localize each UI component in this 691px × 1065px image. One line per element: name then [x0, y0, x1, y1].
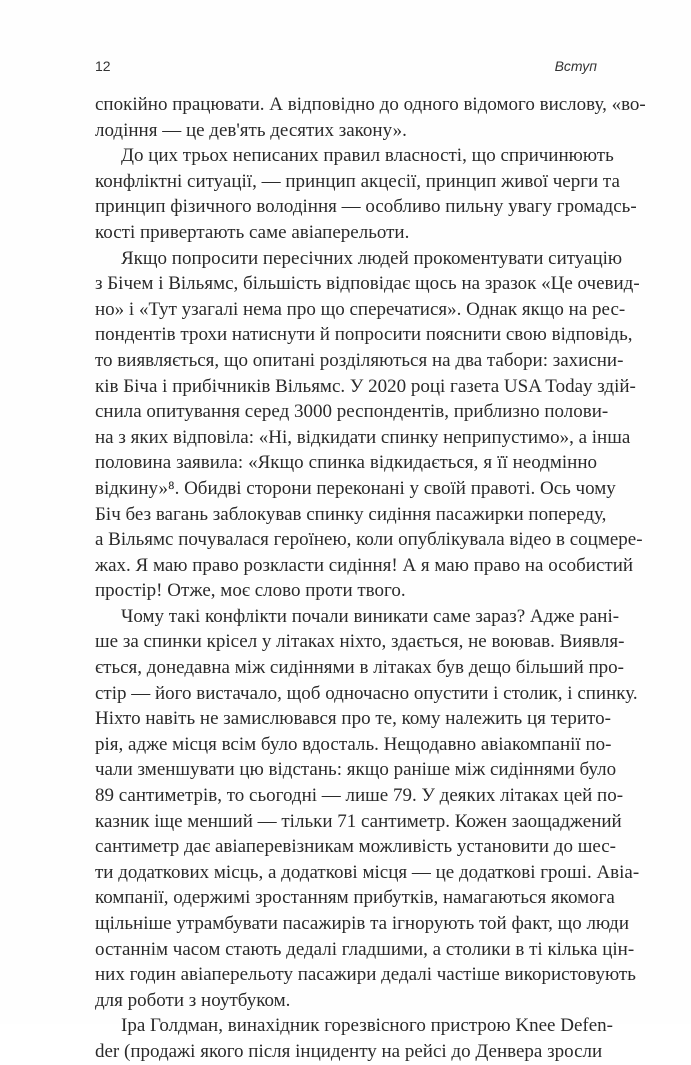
text-line: ків Біча і прибічників Вільямс. У 2020 році газета USA Today здій- — [95, 375, 636, 397]
text-line: Якщо попросити пересічних людей прокоментувати ситуацію — [121, 247, 623, 269]
text-line: До цих трьох неписаних правил власності, що спричинюють — [121, 145, 614, 167]
text-line: половина заявила: «Якщо спинка відкидається, я її неодмінно — [95, 452, 597, 474]
text-line: ється, донедавна між сидіннями в літаках був дещо більший про- — [95, 657, 625, 679]
text-line: кості привертають саме авіаперельоти. — [95, 221, 410, 243]
text-line: стір — його вистачало, щоб одночасно опустити і столик, і спинку. — [95, 682, 638, 704]
text-line: сантиметр дає авіаперевізникам можливість установити до шес- — [95, 836, 616, 858]
text-line: ти додаткових місць, а додаткові місця — це додаткові гроші. Авіа- — [95, 861, 640, 883]
text-line: Іра Голдман, винахідник горезвісного пристрою Knee Defen- — [121, 1015, 613, 1037]
text-line: на з яких відповіла: «Ні, відкидати спинку неприпустимо», а інша — [95, 426, 631, 448]
text-line: простір! Отже, моє слово проти твого. — [95, 580, 406, 602]
text-line: рія, адже місця всім було вдосталь. Нещодавно авіакомпанії по- — [95, 733, 612, 755]
text-line: der (продажі якого після інциденту на рейсі до Денвера зросли — [95, 1040, 603, 1062]
text-line: принцип фізичного володіння — особливо пильну увагу громадсь- — [95, 196, 637, 218]
text-line: чали зменшувати цю відстань: якщо раніше між сидіннями було — [95, 759, 617, 781]
text-line: казник іще менший — тільки 71 сантиметр. Кожен заощаджений — [95, 810, 622, 832]
text-line: спокійно працювати. А відповідно до одного відомого вислову, «во- — [95, 94, 646, 115]
text-line: щільніше утрамбувати пасажирів та ігнорують той факт, що люди — [95, 913, 629, 934]
text-line: для роботи з ноутбуком. — [95, 989, 291, 1011]
text-line: пондентів трохи натиснути й попросити пояснити свою відповідь, — [95, 324, 633, 346]
text-line: а Вільямс почувалася героїнею, коли опублікувала відео в соцмере- — [95, 529, 643, 551]
running-title: Вступ — [554, 58, 597, 74]
text-line: лодіння — це дев'ять десятих закону». — [95, 119, 407, 141]
text-line: но» і «Тут узагалі нема про що сперечатися». Однак якщо на рес- — [95, 298, 626, 320]
text-line: ше за спинки крісел у літаках ніхто, здається, не воював. Виявля- — [95, 631, 625, 653]
text-line: снила опитування серед 3000 респондентів, приблизно полови- — [95, 401, 609, 423]
text-line: них годин авіаперельоту пасажири дедалі частіше використовують — [95, 964, 636, 986]
text-line: Ніхто навіть не замислювався про те, кому належить ця терито- — [95, 708, 611, 730]
page-number: 12 — [95, 58, 111, 74]
text-line: останнім часом стають дедалі гладшими, а столики в ті кілька цін- — [95, 938, 635, 960]
text-line: Чому такі конфлікти почали виникати саме зараз? Адже рані- — [121, 605, 620, 627]
text-line: з Бічем і Вільямс, більшість відповідає щось на зразок «Це очевид- — [95, 273, 640, 295]
text-line: 89 сантиметрів, то сьогодні — лише 79. У деяких літаках цей по- — [95, 785, 624, 807]
text-line: жах. Я маю право розкласти сидіння! А я маю право на особистий — [95, 554, 634, 576]
text-line: відкину»⁸. Обидві сторони переконані у своїй правоті. Ось чому — [95, 477, 616, 499]
body-text — [95, 92, 646, 1065]
text-line: Біч без вагань заблокував спинку сидіння пасажирки попереду, — [95, 503, 607, 525]
text-line: компанії, одержимі зростанням прибутків, намагаються якомога — [95, 887, 615, 909]
page-header — [95, 58, 597, 80]
text-line: то виявляється, що опитані розділяються на два табори: захисни- — [95, 349, 624, 371]
text-line: конфліктні ситуації, — принцип акцесії, принцип живої черги та — [95, 170, 620, 192]
